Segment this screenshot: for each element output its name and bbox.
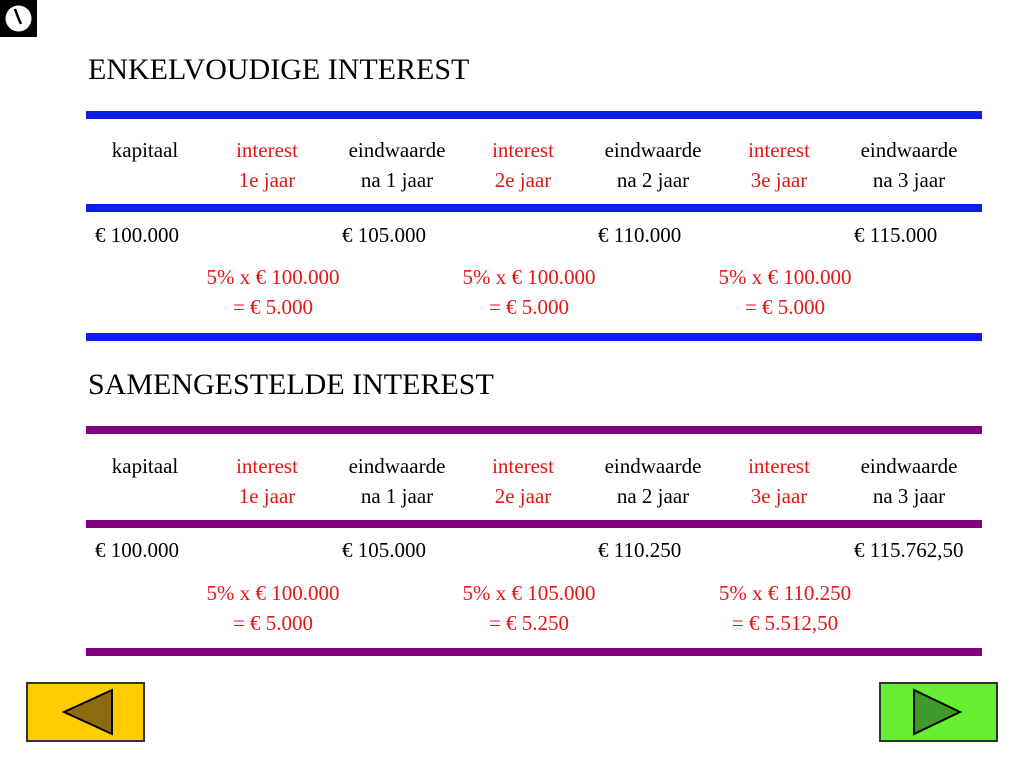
simple-value-year-2: € 110.000 [598,223,682,247]
header-sublabel: na 2 jaar [616,168,690,192]
simple-bottom-divider [86,333,982,341]
compound-header-interest-1 [222,451,312,511]
calc-formula: 5% x € 100.000 [206,265,340,289]
compound-value-kapitaal: € 100.000 [95,538,179,562]
header-label: eindwaarde [348,138,446,162]
header-sublabel: 2e jaar [494,484,552,508]
calc-formula: 5% x € 105.000 [462,581,596,605]
compound-header-kapitaal [95,451,195,481]
triangle-left-icon [28,684,143,740]
calc-formula: 5% x € 110.250 [718,581,852,605]
next-button[interactable] [879,682,998,742]
header-sublabel: na 3 jaar [872,484,946,508]
simple-calc-year-2 [434,262,624,322]
header-label: interest [492,138,554,162]
compound-calc-year-1 [178,578,368,638]
header-label: eindwaarde [860,454,958,478]
previous-button[interactable] [26,682,145,742]
header-label: eindwaarde [860,138,958,162]
compound-value-year-1: € 105.000 [342,538,426,562]
compound-calc-year-3 [690,578,880,638]
simple-header-eindwaarde-1 [332,135,462,195]
header-label: interest [748,454,810,478]
header-sublabel: 3e jaar [750,168,808,192]
compound-value-year-3: € 115.762,50 [854,538,964,562]
calc-formula: 5% x € 100.000 [206,581,340,605]
simple-interest-title: ENKELVOUDIGE INTEREST [88,53,470,86]
simple-mid-divider [86,204,982,212]
calc-result: = € 5.250 [488,611,570,635]
compound-top-divider [86,426,982,434]
compound-header-eindwaarde-1 [332,451,462,511]
header-sublabel: 3e jaar [750,484,808,508]
simple-header-interest-3 [734,135,824,195]
clock-icon [0,0,37,37]
header-sublabel: na 2 jaar [616,484,690,508]
header-sublabel: na 1 jaar [360,484,434,508]
header-sublabel: 1e jaar [238,484,296,508]
simple-value-year-3: € 115.000 [854,223,938,247]
header-label: interest [236,454,298,478]
header-label: eindwaarde [604,138,702,162]
simple-calc-year-3 [690,262,880,322]
calc-formula: 5% x € 100.000 [462,265,596,289]
triangle-right-icon [881,684,996,740]
calc-result: = € 5.000 [744,295,826,319]
compound-header-interest-2 [478,451,568,511]
simple-calc-year-1 [178,262,368,322]
simple-header-eindwaarde-2 [588,135,718,195]
header-sublabel: na 3 jaar [872,168,946,192]
header-label: kapitaal [111,138,179,162]
header-label: eindwaarde [604,454,702,478]
header-label: interest [236,138,298,162]
header-label: interest [492,454,554,478]
header-sublabel: 2e jaar [494,168,552,192]
simple-header-kapitaal [95,135,195,165]
compound-calc-year-2 [434,578,624,638]
simple-value-year-1: € 105.000 [342,223,426,247]
calc-result: = € 5.000 [488,295,570,319]
calc-result: = € 5.000 [232,295,314,319]
compound-interest-title: SAMENGESTELDE INTEREST [88,368,494,401]
calc-result: = € 5.512,50 [731,611,839,635]
header-sublabel: na 1 jaar [360,168,434,192]
header-label: interest [748,138,810,162]
simple-header-interest-1 [222,135,312,195]
compound-header-interest-3 [734,451,824,511]
compound-header-eindwaarde-3 [844,451,974,511]
simple-top-divider [86,111,982,119]
simple-value-kapitaal: € 100.000 [95,223,179,247]
header-label: kapitaal [111,454,179,478]
calc-formula: 5% x € 100.000 [718,265,852,289]
compound-value-year-2: € 110.250 [598,538,682,562]
simple-header-interest-2 [478,135,568,195]
compound-mid-divider [86,520,982,528]
calc-result: = € 5.000 [232,611,314,635]
compound-bottom-divider [86,648,982,656]
header-label: eindwaarde [348,454,446,478]
compound-header-eindwaarde-2 [588,451,718,511]
header-sublabel: 1e jaar [238,168,296,192]
simple-header-eindwaarde-3 [844,135,974,195]
